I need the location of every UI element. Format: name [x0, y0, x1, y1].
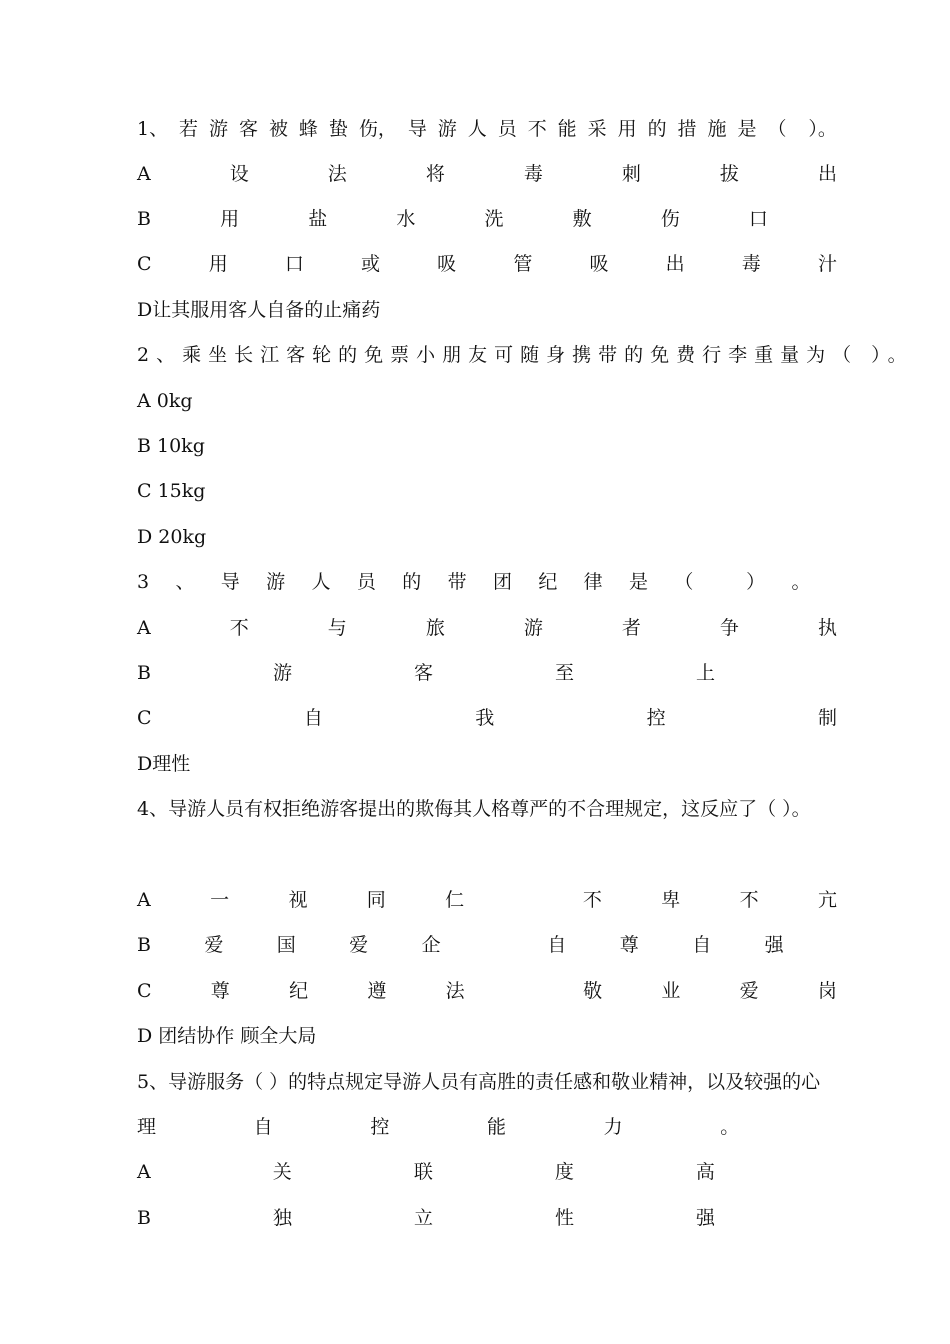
question-4-stem: 4、导游人员有权拒绝游客提出的欺侮其人格尊严的不合理规定，这反应了（ ）。 [137, 798, 811, 820]
text-token: 用 [220, 208, 240, 230]
text-token: 。 [791, 571, 811, 593]
text-token: 强 [695, 1207, 715, 1229]
text-token: 者 [621, 617, 641, 639]
text-token: 与 [327, 617, 347, 639]
text-token: 管 [513, 253, 533, 275]
text-token: A [137, 163, 151, 185]
text-token: 吸 [437, 253, 457, 275]
text-token: 蜂 [298, 118, 318, 140]
question-3-option-c [137, 703, 837, 733]
text-token: 蛰 [328, 118, 348, 140]
text-token: 理 [137, 1116, 157, 1138]
text-token: 。 [720, 1116, 740, 1138]
text-token: 自 [692, 934, 712, 956]
text-token: 上 [695, 662, 715, 684]
text-token: ）。 [808, 118, 837, 140]
text-token: 独 [272, 1207, 292, 1229]
question-4-option-d: D 团结协作 顾全大局 [137, 1025, 317, 1047]
question-3-stem [137, 567, 837, 597]
text-token: 汁 [817, 253, 837, 275]
text-token: 不 [229, 617, 249, 639]
text-token: 自 [547, 934, 567, 956]
question-5-option-a [137, 1157, 837, 1187]
text-token: 强 [764, 934, 784, 956]
text-token: 爱 [349, 934, 369, 956]
question-4-option-c [137, 976, 837, 1006]
text-token: 力 [603, 1116, 623, 1138]
question-2-option-a: A 0kg [137, 390, 193, 412]
text-token: 控 [370, 1116, 390, 1138]
question-5-stem-continued [137, 1112, 837, 1142]
question-2-option-c: C 15kg [137, 480, 206, 502]
text-token: 、 [175, 571, 195, 593]
text-token: 纪 [538, 571, 558, 593]
text-token: 出 [817, 163, 837, 185]
text-token: B [137, 662, 151, 684]
text-token: 吸 [589, 253, 609, 275]
text-token: 导 [407, 118, 427, 140]
text-token: 若 [179, 118, 199, 140]
text-token: 爱 [204, 934, 224, 956]
text-token: 将 [425, 163, 445, 185]
text-token: 客 [413, 662, 433, 684]
text-token: 律 [583, 571, 603, 593]
question-1-option-d: D让其服用客人自备的止痛药 [137, 299, 381, 321]
question-3-option-b [137, 658, 837, 688]
text-token: 不 [527, 118, 547, 140]
text-token: 国 [276, 934, 296, 956]
text-token: 1、 [137, 118, 169, 140]
text-token: 员 [356, 571, 376, 593]
text-token: 不 [582, 889, 602, 911]
text-token: 员 [497, 118, 517, 140]
text-token: 制 [817, 707, 837, 729]
text-token: 能 [486, 1116, 506, 1138]
text-token: A [137, 1161, 151, 1183]
text-token: 立 [413, 1207, 433, 1229]
text-token: 团 [492, 571, 512, 593]
question-1-option-c [137, 249, 837, 279]
text-token: 敬 [583, 980, 603, 1002]
question-5-stem: 5、导游服务（ ）的特点规定导游人员有高胜的责任感和敬业精神，以及较强的心 [137, 1071, 821, 1093]
text-token: 游 [272, 662, 292, 684]
text-token: 关 [272, 1161, 292, 1183]
text-token: 尊 [210, 980, 230, 1002]
text-token: 伤 [660, 208, 680, 230]
text-token: 遵 [367, 980, 387, 1002]
text-token: 游 [437, 118, 457, 140]
text-token: 法 [445, 980, 465, 1002]
text-token: A [137, 617, 151, 639]
text-token: 卑 [661, 889, 681, 911]
question-2-stem: 2、乘坐长江客轮的免票小朋友可随身携带的免费行李重量为（ ）。 [137, 344, 914, 366]
text-token: 执 [817, 617, 837, 639]
text-token: 客 [238, 118, 258, 140]
text-token: 人 [311, 571, 331, 593]
text-token: 敷 [572, 208, 592, 230]
text-token: A [137, 889, 151, 911]
text-token: 3 [137, 571, 150, 593]
text-token: B [137, 934, 151, 956]
question-1-option-b [137, 204, 837, 234]
question-1-option-a [137, 159, 837, 189]
text-token: 自 [303, 707, 323, 729]
text-token: 高 [695, 1161, 715, 1183]
text-token: 同 [366, 889, 386, 911]
text-token: 争 [719, 617, 739, 639]
text-token: 业 [661, 980, 681, 1002]
text-token: 不 [739, 889, 759, 911]
text-token: 至 [554, 662, 574, 684]
text-token: B [137, 1207, 151, 1229]
text-token: 刺 [621, 163, 641, 185]
question-5-option-b [137, 1203, 837, 1233]
text-token: 导 [220, 571, 240, 593]
text-token: 施 [707, 118, 727, 140]
question-2-option-b: B 10kg [137, 435, 205, 457]
text-token: 带 [447, 571, 467, 593]
text-token: 毒 [523, 163, 543, 185]
text-token: 亢 [817, 889, 837, 911]
question-3-option-d: D理性 [137, 753, 191, 775]
text-token: 我 [475, 707, 495, 729]
text-token: B [137, 208, 151, 230]
text-token: 岗 [817, 980, 837, 1002]
text-token: C [137, 253, 152, 275]
text-token: 企 [421, 934, 441, 956]
text-token: 游 [209, 118, 229, 140]
text-token: 的 [402, 571, 422, 593]
text-token: 拔 [719, 163, 739, 185]
text-token: 口 [284, 253, 304, 275]
text-token: （ [674, 571, 694, 593]
text-token: 用 [208, 253, 228, 275]
text-token: 设 [229, 163, 249, 185]
text-token: 一 [210, 889, 230, 911]
text-token: 是 [737, 118, 757, 140]
text-token: 仁 [445, 889, 465, 911]
text-token: 尊 [619, 934, 639, 956]
text-token: 纪 [289, 980, 309, 1002]
question-2-option-d: D 20kg [137, 526, 207, 548]
text-token: 或 [361, 253, 381, 275]
text-token: 视 [288, 889, 308, 911]
text-token: 爱 [739, 980, 759, 1002]
text-token: ） [746, 571, 766, 593]
text-token: 自 [253, 1116, 273, 1138]
text-token: 法 [327, 163, 347, 185]
text-token: （ [767, 118, 787, 140]
text-token: 旅 [425, 617, 445, 639]
text-token: C [137, 707, 152, 729]
text-token: 人 [467, 118, 487, 140]
text-token: 游 [523, 617, 543, 639]
text-token: 采 [587, 118, 607, 140]
text-token: 性 [554, 1207, 574, 1229]
text-token: 口 [748, 208, 768, 230]
text-token: 控 [646, 707, 666, 729]
text-token: 用 [617, 118, 637, 140]
question-3-option-a [137, 613, 837, 643]
text-token: 毒 [741, 253, 761, 275]
text-token: 被 [268, 118, 288, 140]
text-token: 出 [665, 253, 685, 275]
text-token: C [137, 980, 152, 1002]
question-1-stem [137, 114, 837, 144]
text-token: 盐 [308, 208, 328, 230]
text-token: 度 [554, 1161, 574, 1183]
text-token: 伤， [358, 118, 397, 140]
text-token: 的 [647, 118, 667, 140]
text-token: 洗 [484, 208, 504, 230]
text-token: 能 [557, 118, 577, 140]
question-4-option-a [137, 885, 837, 915]
text-token: 游 [266, 571, 286, 593]
text-token: 是 [629, 571, 649, 593]
text-token: 联 [413, 1161, 433, 1183]
text-token: 措 [677, 118, 697, 140]
question-4-option-b [137, 930, 837, 960]
text-token: 水 [396, 208, 416, 230]
